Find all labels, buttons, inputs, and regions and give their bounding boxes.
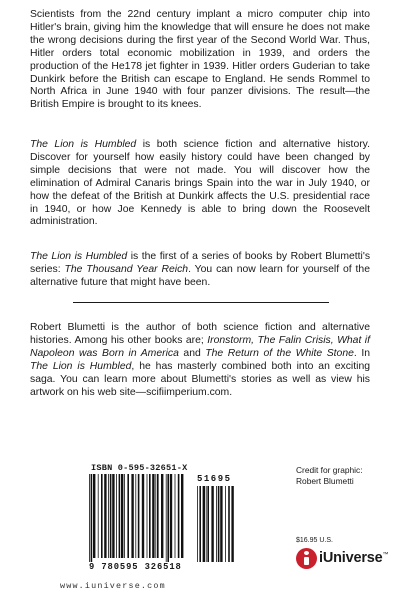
barcode-bar xyxy=(203,486,205,562)
price-label: $16.95 U.S. xyxy=(296,537,333,544)
bio-mid: . In xyxy=(353,347,370,359)
barcode-bar xyxy=(216,486,217,562)
barcode-bar xyxy=(93,474,95,558)
author-bio-text xyxy=(30,322,370,399)
divider-rule xyxy=(73,302,329,303)
blurb-text-2 xyxy=(30,139,370,229)
iuniverse-logo-icon xyxy=(296,548,317,569)
barcode-bar xyxy=(155,474,156,558)
barcode-bar xyxy=(135,474,136,558)
barcode-bar xyxy=(108,474,109,558)
barcode-bar xyxy=(206,486,207,562)
barcode-bar xyxy=(152,474,154,558)
blurb-paragraph-3 xyxy=(30,251,370,290)
barcode-bar xyxy=(231,486,233,562)
barcode-bar xyxy=(104,474,106,558)
bio-and: and xyxy=(178,347,206,359)
barcode-bar xyxy=(167,474,169,562)
bio-end: , he has masterly combined both into an exciting saga. You can learn more about Blumetti's stories as well as view his artwork on his web site—scifiimperium.com. xyxy=(30,360,370,398)
barcode-bar xyxy=(166,474,167,562)
barcode-bar xyxy=(157,474,159,558)
barcode-bar xyxy=(178,474,180,558)
blurb-text-3-end: . You can now learn for yourself of the alternative future that might have been. xyxy=(30,263,370,288)
barcode-bar xyxy=(149,474,151,558)
publisher-name-text: iUniverse xyxy=(319,550,383,566)
barcode-bar xyxy=(116,474,117,558)
credit-name: Robert Blumetti xyxy=(296,475,354,486)
blurb-text-3 xyxy=(30,251,370,290)
blurb-text-3-mid: is the first of a series of books by Robert Blumetti's series: xyxy=(30,251,371,275)
barcode-bar xyxy=(220,486,222,562)
barcode-bar xyxy=(101,474,103,558)
publisher-name xyxy=(319,550,388,566)
barcode-bar xyxy=(124,474,125,558)
barcode-addon-number: 51695 xyxy=(197,474,232,484)
barcode-bar xyxy=(112,474,114,558)
graphic-credit xyxy=(296,465,386,486)
blurb-text-2-rest: is both science fiction and alternative history. Discover for yourself how easily history could have been changed by simple decisions that were not made. You will discover how the elimination of Admiral Canaris brings Spain into the war in July 1940, or how the defeat of the British at Dunkirk affects the U.S. presidential race in 1940, or how Joe Kennedy is able to bring down the Roosevelt administration. xyxy=(30,139,370,228)
barcode-bar xyxy=(225,486,226,562)
series-title: The Thousand Year Reich xyxy=(64,263,189,275)
credit-label: Credit for graphic: xyxy=(296,465,363,475)
isbn-label: ISBN 0-595-32651-X xyxy=(91,463,188,473)
book-title: The Lion is Humbled xyxy=(30,251,128,262)
barcode-bar xyxy=(138,474,140,558)
author-bio xyxy=(30,322,370,399)
barcode-bar xyxy=(211,486,213,562)
bio-start: Robert Blumetti is the author of both science fiction and alternative histories. Among his other books are; xyxy=(30,322,370,346)
barcode-bar xyxy=(170,474,172,558)
blurb-paragraph-1 xyxy=(30,9,370,112)
barcode-bar xyxy=(218,486,220,562)
publisher-website: www.iuniverse.com xyxy=(60,581,166,591)
bio-book-lion: The Lion is Humbled xyxy=(30,360,132,372)
barcode-bar xyxy=(89,474,90,562)
barcode-bar xyxy=(121,474,123,558)
barcode-bar xyxy=(161,474,163,558)
barcode-bar xyxy=(127,474,129,558)
barcode-bar xyxy=(199,486,201,562)
bio-books: Ironstorm, The Falin Crisis, What if Napoleon was Born in America xyxy=(30,334,370,359)
barcode-bar xyxy=(142,474,144,558)
publisher-logo xyxy=(283,548,389,578)
blurb-text-1: Scientists from the 22nd century implant a micro computer chip into Hitler's brain, giving him the knowledge that will ensure he does not make the wrong decisions during the first year of the Second World War. Thus, Hitler orders total economic mobilization in 1939, and orders the production of the He178 jet fighter in 1939. Hitler orders Guderian to take Dunkirk before the British can escape to England. He sends Rommel to North Africa in June 1940 with four panzer divisions. The result—the British Empire is brought to its knees. xyxy=(30,9,370,111)
barcode-bar xyxy=(207,486,209,562)
barcode-bar xyxy=(175,474,176,558)
barcode-bar xyxy=(147,474,148,558)
barcode-bar xyxy=(91,474,93,562)
barcode-bar xyxy=(131,474,133,558)
barcode-bar xyxy=(228,486,230,562)
barcode-bar xyxy=(181,474,183,558)
blurb-paragraph-2 xyxy=(30,139,370,229)
isbn-barcode xyxy=(51,458,256,578)
barcode-bar xyxy=(98,474,99,558)
book-title: The Lion is Humbled xyxy=(30,139,137,150)
barcode-bar xyxy=(110,474,112,558)
barcode-bar xyxy=(197,486,198,562)
bio-book-white-stone: The Return of the White Stone xyxy=(205,347,354,359)
barcode-digits: 9 780595 326518 xyxy=(89,562,182,572)
barcode-bar xyxy=(119,474,121,558)
trademark-symbol: ™ xyxy=(382,552,389,559)
